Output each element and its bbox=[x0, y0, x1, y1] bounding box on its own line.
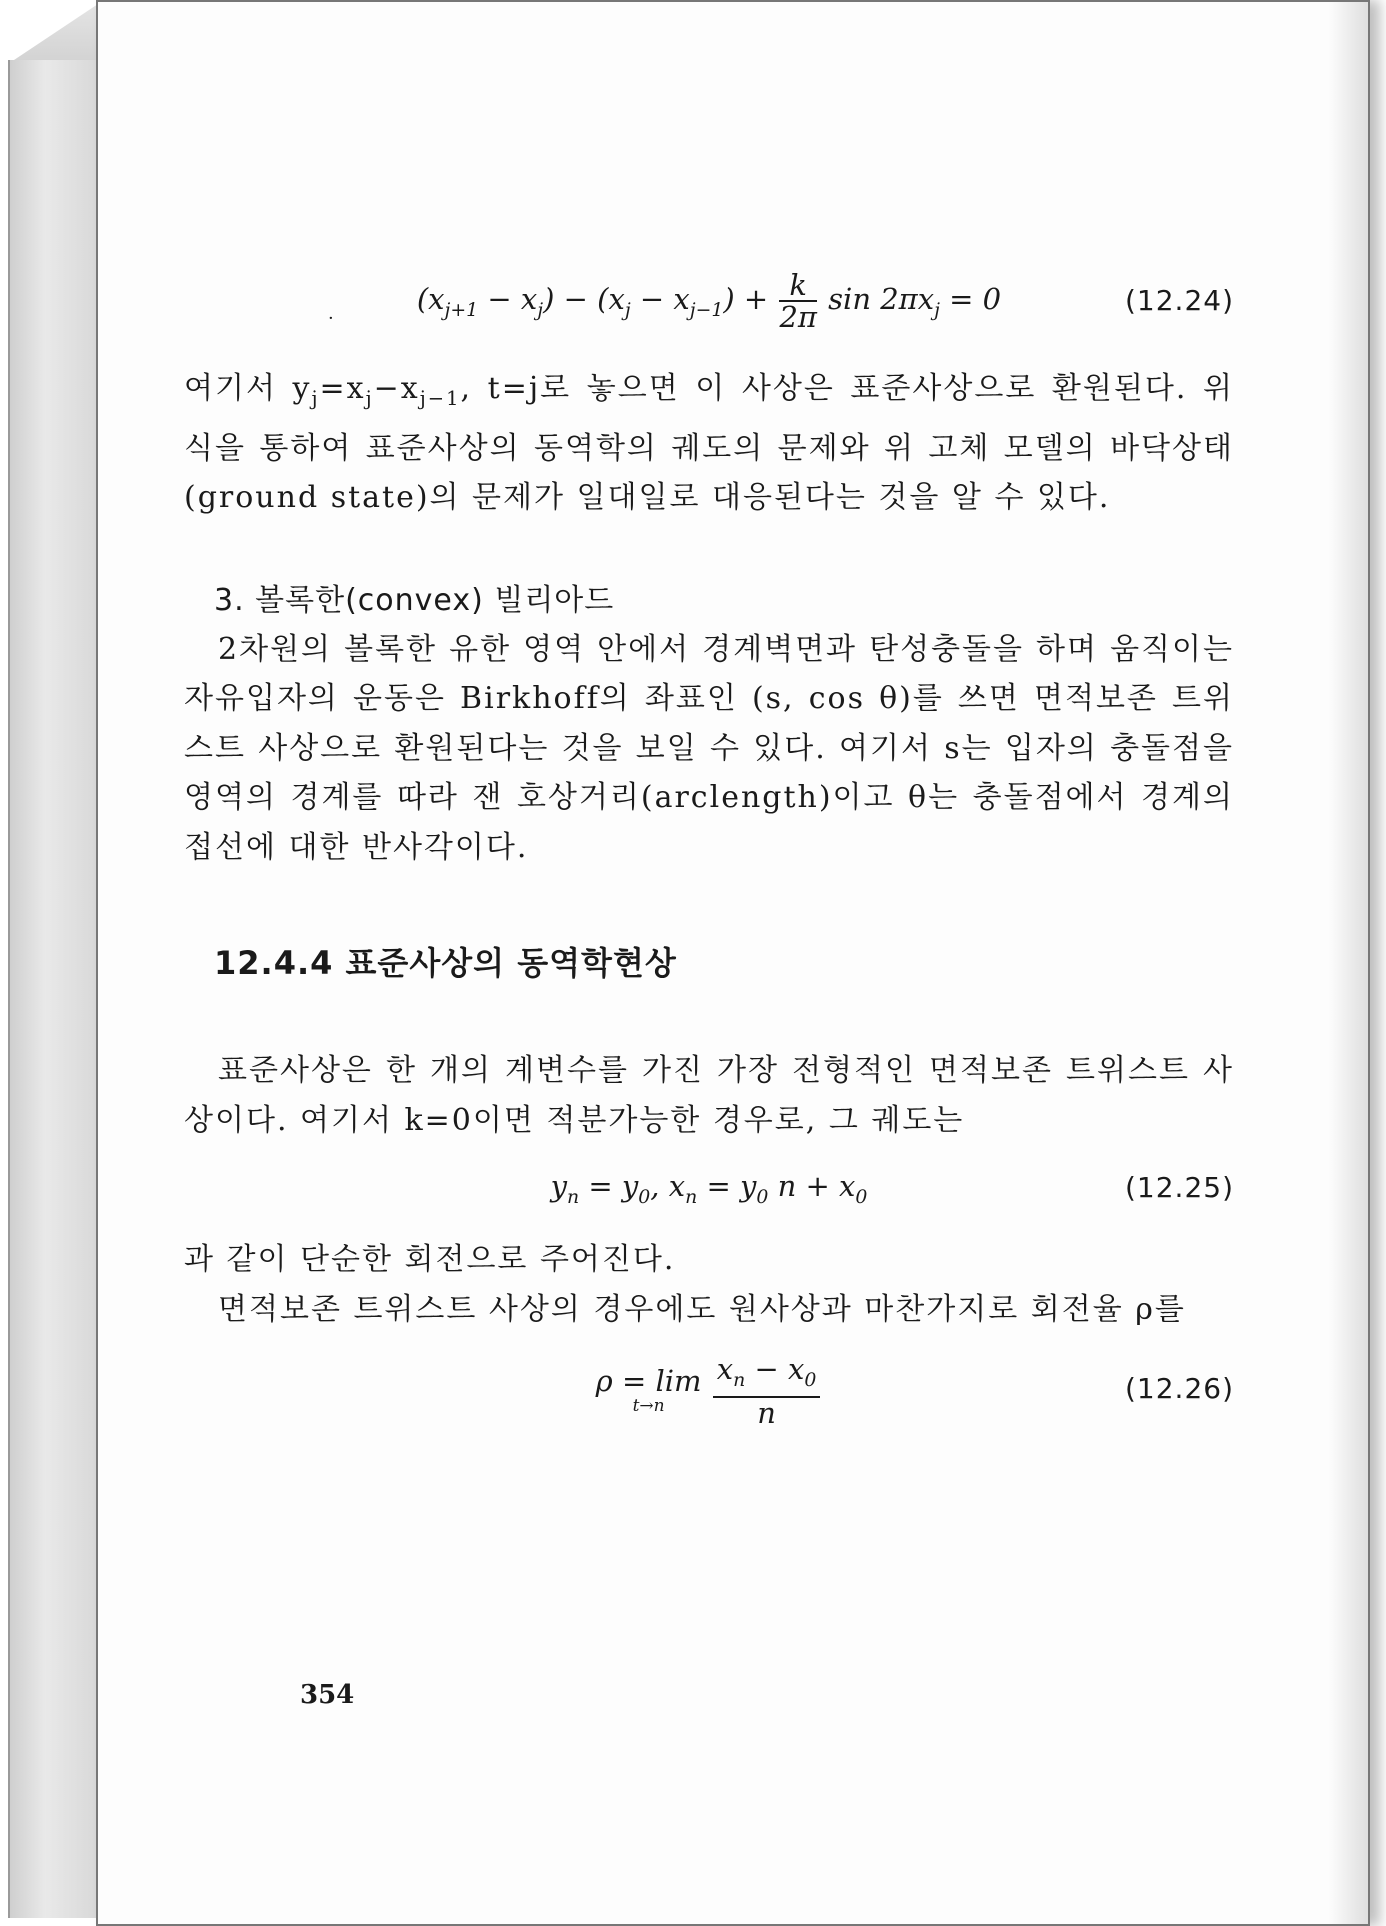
section-heading: 12.4.4 표준사상의 동역학현상 bbox=[214, 944, 677, 982]
fraction bbox=[713, 1354, 821, 1428]
page-number: 354 bbox=[300, 1680, 355, 1710]
equation-12-26 bbox=[184, 1354, 1234, 1444]
equation-12-25 bbox=[184, 1163, 1234, 1235]
paragraph-standard-map-reduction: 여기서 $y_j=x_j-x_{j-1}$, t=j로 놓으면 이 사상은 표준사상으로 환원된다. 위 식을 통하여 표준사상의 동역학의 궤도의 문제와 위 고체 모델의 바닥상태(ground state)의 문제가 일대일로 대응된다는 것을 알 수 있다. bbox=[184, 371, 1234, 515]
equation-body bbox=[184, 1354, 1234, 1428]
paragraph-rotation: 과 같이 단순한 회전으로 주어진다. bbox=[184, 1242, 676, 1277]
equation-number: (12.24) bbox=[1124, 284, 1234, 317]
paragraph-rotation-number: 면적보존 트위스트 사상의 경우에도 원사상과 마찬가지로 회전율 ρ를 bbox=[218, 1291, 1186, 1327]
equation-12-24 bbox=[184, 270, 1234, 350]
equation-rhs: $\sin 2\pi x_j = 0$ bbox=[828, 282, 1002, 321]
fraction bbox=[779, 270, 817, 332]
limit-subscript: t→n bbox=[632, 1395, 665, 1416]
page-content bbox=[184, 270, 1234, 1444]
fraction-denominator: 2π bbox=[779, 300, 817, 334]
book-top-edge bbox=[8, 4, 98, 64]
equation-lhs: $(x_{j+1} - x_j) - (x_j - x_{j-1})$ + bbox=[416, 282, 769, 321]
equation-body bbox=[184, 1169, 1234, 1208]
equation-text: $y_n = y_0$, $x_n = y_0$ $n + x_0$ bbox=[550, 1169, 868, 1208]
equation-number: (12.25) bbox=[1124, 1171, 1234, 1204]
fraction-denominator: n bbox=[757, 1395, 776, 1430]
fraction-numerator: $x_n - x_0$ bbox=[713, 1354, 821, 1398]
equation-lhs: ρ = lim t→n bbox=[595, 1363, 702, 1416]
page-shade bbox=[1328, 2, 1368, 1924]
equation-number: (12.26) bbox=[1124, 1372, 1234, 1405]
paragraph-standard-map-intro: 표준사상은 한 개의 계변수를 가진 가장 전형적인 면적보존 트위스트 사상이다. 여기서 k=0이면 적분가능한 경우로, 그 궤도는 bbox=[184, 1053, 1234, 1138]
section-item-convex-billiard: 3. 볼록한(convex) 빌리아드 bbox=[214, 582, 615, 618]
fraction-numerator: k bbox=[779, 270, 817, 302]
paragraph-billiard: 2차원의 볼록한 유한 영역 안에서 경계벽면과 탄성충돌을 하며 움직이는 자유입자의 운동은 Birkhoff의 좌표인 (s, cos θ)를 쓰면 면적보존 트위스트 사상으로 환원된다는 것을 보일 수 있다. 여기서 s는 입자의 충돌점을 영역의 경계를 따라 잰 호상거리(arclength)이고 θ는 충돌점에서 경계의 접선에 대한 반사각이다. bbox=[184, 631, 1234, 865]
stray-dot: · bbox=[328, 308, 334, 329]
book-spine bbox=[8, 60, 98, 1918]
spacer bbox=[184, 984, 1234, 1046]
equation-body bbox=[184, 270, 1234, 332]
